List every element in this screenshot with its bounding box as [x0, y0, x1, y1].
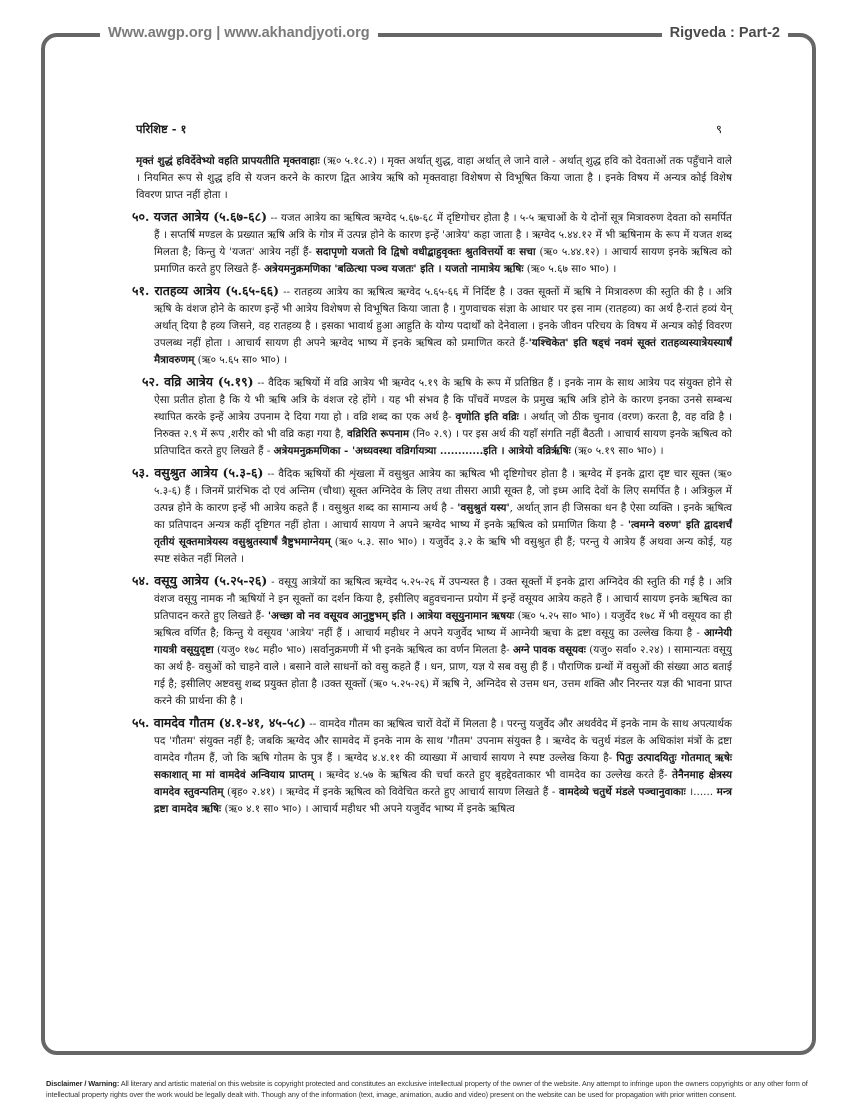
text-segment: (ऋ० ५.१९ सा० भा०) । — [570, 445, 664, 457]
entries-list — [132, 208, 733, 818]
rishi-entry — [132, 572, 732, 710]
text-segment: । अर्थात् जो ठीक चुनाव (वरण) करता है, वह वव्रि है । निरुक्त २.९ में रूप ,शरीर को भी वव्रि कहा गया है, — [154, 411, 733, 440]
text-segment: (बृह० २.४१) । ऋग्वेद में इनके ऋषित्व को विवेचित करते हुए आचार्य सायण लिखते हैं - — [223, 786, 559, 798]
text-segment: (यजु० १७८ मही० भा०) ।सर्वानुक्रमणी में भी इनके ऋषित्व का वर्णन मिलता है- — [213, 644, 513, 656]
sanskrit-quote: आग्नेयी गायत्री वसूयुदृष्टा — [154, 627, 732, 656]
sanskrit-quote: वृणोति इति वव्रिः — [455, 411, 519, 423]
page-number: ९ — [716, 122, 722, 136]
text-segment: - वसूयु आत्रेयों का ऋषित्व ऋग्वेद ५.२५-२६ में उपन्यस्त है । उक्त सूक्तों में इनके द्वारा अग्निदेव की स्तुति की गई है । अत्रि वंशज वसूयु नामक नौ ऋषियों ने इन सूक्तों का दर्शन किया है, इसीलिए बहुवचनान्त प्रयोग में इन्हें वसूयव आत्रेय कहते हैं । आचार्य सायण इनके ऋषित्व का प्रतिपादन करते हुए लिखते हैं- — [154, 576, 732, 622]
header-website-links: Www.awgp.org | www.akhandjyoti.org — [100, 20, 378, 46]
entry-heading: ५५. वामदेव गौतम (४.१-४१, ४५-५८) — [132, 715, 306, 730]
disclaimer — [46, 1078, 816, 1100]
text-segment: (ऋ० ४.१ सा० भा०) । आचार्य महीधर भी अपने यजुर्वेद भाष्य में इनके ऋषित्व — [221, 803, 515, 815]
text-segment: -- यजत आत्रेय का ऋषित्व ऋग्वेद ५.६७-६८ में दृष्टिगोचर होता है । ५-५ ऋचाओं के ये दोनों सूत्र मित्रावरुण देवता को समर्पित हैं । सप्तर्षि मण्डल के प्रख्यात ऋषि अत्रि के गोत्र में उत्पन्न होने के कारण इन्हें 'आत्रेय' कहा जाता है । ऋग्वेद ५.४४.१२ में भी ऋषिनाम के रूप में यजत शब्द मिलता है; किन्तु ये 'यजत' आत्रेय नहीं हैं- — [154, 212, 732, 258]
text-segment: (ऋ० ५.२५ सा० भा०) । यजुर्वेद १७८ में भी वसूयव का ही ऋषित्व वर्णित है; किन्तु ये वसूयव 'आत्रेय' नहीं हैं । आचार्य महीधर ने अपने यजुर्वेद भाष्य में आग्नेयी ऋचा के द्रष्टा वसूयु का उल्लेख किया है - — [154, 610, 732, 639]
text-segment: (ऋ० ५.६५ सा० भा०) । — [194, 354, 288, 366]
text-segment: । ऋग्वेद ४.५७ के ऋषित्व की चर्चा करते हुए बृहद्देवताकार भी वामदेव का उल्लेख करते हैं- — [313, 769, 673, 781]
sanskrit-quote: वव्रिरिति रूपनाम — [346, 428, 410, 440]
entry-heading: ५०. यजत आत्रेय (५.६७-६८) — [132, 209, 268, 224]
disclaimer-label: Disclaimer / Warning: — [46, 1079, 120, 1088]
rishi-entry — [142, 373, 732, 460]
text-segment: -- वैदिक ऋषियों की शृंखला में वसुश्रुत आत्रेय का ऋषित्व भी दृष्टिगोचर होता है । ऋग्वेद में इनके द्वारा दृष्ट चार सूक्त (ऋ० ५.३-६) हैं । जिनमें प्रारंभिक दो एवं अन्तिम (चौथा) सूक्त अग्निदेव के लिए तथा तीसरा आप्री सूक्त है, जो इध्म आदि देवों के लिए समर्पित है । अत्रिकुल में उत्पन्न होने के कारण इन्हें भी आत्रेय कहते हैं । वसुश्रुत शब्द का सामान्य अर्थ है - — [154, 468, 732, 514]
entry-heading: ५४. वसूयु आत्रेय (५.२५-२६) — [132, 573, 268, 588]
rishi-entry — [132, 208, 732, 278]
entry-heading: ५३. वसुश्रुत आत्रेय (५.३-६) — [132, 465, 264, 480]
entry-heading: ५१. रातहव्य आत्रेय (५.६५-६६) — [132, 283, 280, 298]
text-segment: , अर्थात् ज्ञान ही जिसका धन है ऐसा व्यक्ति । इनके ऋषित्व का प्रतिपादन अन्यत्र कहीं दृष्टिगत नहीं होता । आचार्य सायण ने अपने ऋग्वेद भाष्य में इनके ऋषित्व को प्रमाणित किया है - — [154, 502, 733, 531]
sanskrit-quote: 'त्वमग्ने वरुण' इति द्वादशर्चं तृतीयं सूक्तमात्रेयस्य वसुश्रुतस्यार्षं त्रैष्टुभमाग्नेयम् — [154, 519, 732, 548]
sanskrit-quote: 'वसुश्रुतं यस्य' — [457, 502, 510, 514]
sanskrit-quote: अत्रेयमनुक्रमणिका 'बळित्था पञ्च यजतः' इति । यजतो नामात्रेय ऋषिः — [264, 263, 524, 275]
page-content — [132, 122, 733, 822]
sanskrit-quote: मन्त्र द्रष्टा वामदेव ऋषिः — [154, 786, 732, 815]
text-segment: (ऋ० ५.१८.२) । मृक्त अर्थात् शुद्ध, वाहा अर्थात् ले जाने वाले - अर्थात् शुद्ध हवि को देवताओं तक पहुँचाने वाले । नियमित रूप से शुद्ध हवि से यजन करने के कारण द्वित आत्रेय ऋषि को मृक्तवाहा विशेषण से विभूषित किया जाता है । इनके विषय में अन्यत्र कोई विशेष विवरण प्राप्त नहीं होता । — [136, 155, 732, 201]
sanskrit-quote: वामदेव्ये चतुर्थे मंडले पञ्चानुवाकाः — [558, 786, 686, 798]
sanskrit-quote: सदापृणो यजतो वि द्विषो वधीद्बाहुवृक्तः श्रुतवित्तर्यो वः सचा — [315, 246, 536, 258]
intro-paragraph — [136, 153, 732, 204]
sanskrit-quote: पितुः उत्पादयितुः गोतमात् ऋषेः सकाशात् मा मां वामदेवं अन्वियाय प्राप्तम् — [154, 752, 732, 781]
page-heading — [136, 122, 732, 137]
header-book-title: Rigveda : Part-2 — [662, 20, 788, 46]
text-segment: (ऋ० ५.४४.१२) । आचार्य सायण इनके ऋषित्व को प्रमाणित करते हुए लिखते हैं- — [154, 246, 732, 275]
text-segment: ।...... — [685, 786, 717, 798]
sanskrit-quote: मृक्तं शुद्धं हविर्देवेभ्यो वहति प्रापयतीति मृक्तवाहाः — [136, 155, 320, 167]
text-segment: (नि० २.९) । पर इस अर्थ की यहाँ संगति नहीं बैठती । आचार्य सायण इनके ऋषित्व को प्रतिपादित करते हुए लिखते हैं - — [154, 428, 732, 457]
section-title: परिशिष्ट - १ — [136, 122, 187, 136]
rishi-entry — [132, 282, 732, 369]
sanskrit-quote: अत्रेयमनुक्रमणिका - 'अध्यवस्था वव्रिर्गायत्र्या ............इति । आत्रेयो वव्रिर्ऋषिः — [273, 445, 571, 457]
text-segment: (यजु० सर्वा० २.२४) । सामान्यतः वसूयु का अर्थ है- वसुओं को चाहने वाले । बसाने वाले साधनों को वसु कहते हैं । धन, प्राण, यज्ञ ये सब वसु ही हैं । पौराणिक ग्रन्थों में वसुओं की संख्या आठ बताई गई है; इसीलिए अष्टवसु शब्द प्रयुक्त होता है ।उक्त सूक्तों (ऋ० ५.२५-२६) में ऋषि ने, अग्निदेव से उत्तम धन, उत्तम शक्ति और निरन्तर यज्ञ की भावना प्राप्त करने की प्रार्थना की है । — [154, 644, 732, 707]
sanskrit-quote: 'यश्चिकेत' इति षड्चं नवमं सूक्तं रातहव्यस्यात्रेयस्यार्षं मैत्रावरुणम् — [154, 337, 732, 366]
sanskrit-quote: तेनैनमाह क्षेत्रस्य वामदेव स्तुवन्पतिम् — [154, 769, 732, 798]
text-segment: -- वामदेव गौतम का ऋषित्व चारों वेदों में मिलता है । परन्तु यजुर्वेद और अथर्ववेद में इनके नाम के साथ अपत्यार्थक पद 'गौतम' संयुक्त नहीं है; जबकि ऋग्वेद और सामवेद में इनके नाम के साथ 'गौतम' उपनाम संयुक्त है । ऋग्वेद के चतुर्थ मंडल के अधिकांश मंत्रों के द्रष्टा वामदेव गौतम हैं, जो कि ऋषि गोतम के पुत्र हैं । ऋग्वेद ४.४.११ की व्याख्या में आचार्य सायण ने स्पष्ट उल्लेख किया है- — [154, 718, 732, 764]
rishi-entry — [132, 714, 732, 818]
rishi-entry — [132, 464, 732, 568]
text-segment: (ऋ० ५.६७ सा० भा०) । — [523, 263, 617, 275]
entry-heading: ५२. वव्रि आत्रेय (५.१९) — [142, 374, 254, 389]
text-segment: -- वैदिक ऋषियों में वव्रि आत्रेय भी ऋग्वेद ५.१९ के ऋषि के रूप में प्रतिष्ठित हैं । इनके नाम के साथ आत्रेय पद संयुक्त होने से ऐसा प्रतीत होता है कि ये भी ऋषि अत्रि के वंशज रहे होंगे । यह भी संभव है कि पाँचवें मण्डल के प्रमुख ऋषि अत्रि होने के कारण इनका उनसे सम्बन्ध स्थापित करके इन्हें आत्रेय उपनाम दे दिया गया हो । वव्रि शब्द का एक अर्थ है- — [154, 377, 733, 423]
sanskrit-quote: 'अच्छा वो नव वसूयव आनुष्टुभम् इति । आत्रेया वसूयुनामान ऋषयः — [267, 610, 515, 622]
text-segment: -- रातहव्य आत्रेय का ऋषित्व ऋग्वेद ५.६५-६६ में निर्दिष्ट है । उक्त सूक्तों में ऋषि ने मित्रावरुण की स्तुति की है । अत्रि ऋषि के वंशज होने के कारण इन्हें भी आत्रेय विशेषण से विभूषित किया जाता है । गुणवाचक संज्ञा के आधार पर इस नाम (रातहव्य) का अर्थ है-रातं हव्यं येन् अर्थात् दिया है हव्य जिसने, वह रातहव्य है । इसका भावार्थ हुआ आहुति के योग्य पदार्थों को देनेवाला । इनके जीवन परिचय के विषय में अन्यत्र कोई विवरण उपलब्ध नहीं होता । आचार्य सायण ही अपने ऋग्वेद भाष्य में इनके ऋषित्व को प्रमाणित करते हैं- — [154, 286, 732, 349]
text-segment: (ऋ० ५.३. सा० भा०) । यजुर्वेद ३.२ के ऋषि भी वसुश्रुत ही हैं; परन्तु ये आत्रेय हैं अथवा अन्य कोई, यह स्पष्ट संकेत नहीं मिलते । — [154, 536, 733, 565]
disclaimer-text: All literary and artistic material on this website is copyright protected and constitutes an exclusive intellectual property of the owner of the website. Any attempt to infringe upon the owners copyrights or any other form of intellectual property rights over the work would be legally dealt with. Though any of the information (text, image, animation, audio and video) present on the website can be used for propagation with prior written consent. — [46, 1079, 808, 1099]
sanskrit-quote: अग्ने पावक वसूयवः — [512, 644, 586, 656]
